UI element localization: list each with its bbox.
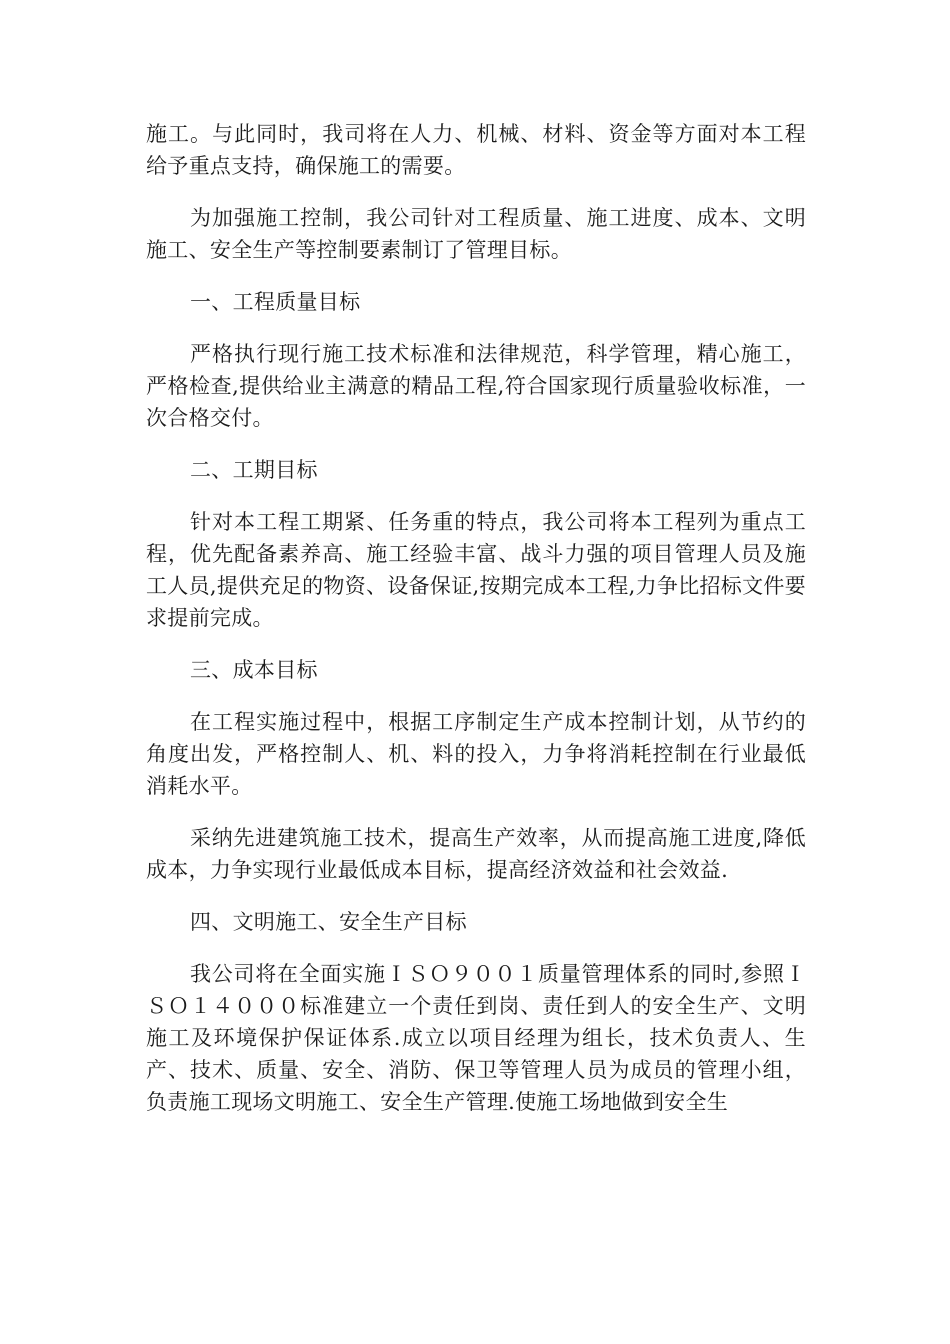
paragraph-cost-technology: 采纳先进建筑施工技术，提高生产效率，从而提高施工进度,降低成本，力争实现行业最低成本目标，提高经济效益和社会效益. [146, 826, 806, 882]
heading-quality-target: 一、工程质量目标 [190, 290, 361, 314]
paragraph-control-overview: 为加强施工控制，我公司针对工程质量、施工进度、成本、文明施工、安全生产等控制要素制订了管理目标。 [146, 206, 806, 262]
paragraph-safety-target: 我公司将在全面实施ＩＳＯ９００１质量管理体系的同时,参照ＩＳＯ１４０００标准建立一个责任到岗、责任到人的安全生产、文明施工及环境保护保证体系.成立以项目经理为组长，技术负责人、生产、技术、质量、安全、消防、保卫等管理人员为成员的管理小组，负责施工现场文明施工、安全生产管理.使施工场地做到安全生 [146, 962, 806, 1114]
paragraph-quality-target: 严格执行现行施工技术标准和法律规范，科学管理，精心施工，严格检查,提供给业主满意的精品工程,符合国家现行质量验收标准，一次合格交付。 [146, 342, 806, 430]
heading-cost-target: 三、成本目标 [190, 658, 318, 682]
paragraph-schedule-target: 针对本工程工期紧、任务重的特点，我公司将本工程列为重点工程，优先配备素养高、施工经验丰富、战斗力强的项目管理人员及施工人员,提供充足的物资、设备保证,按期完成本工程,力争比招标文件要求提前完成。 [146, 510, 806, 630]
heading-schedule-target: 二、工期目标 [190, 458, 318, 482]
heading-safety-target: 四、文明施工、安全生产目标 [190, 910, 467, 934]
paragraph-cost-target: 在工程实施过程中，根据工序制定生产成本控制计划，从节约的角度出发，严格控制人、机、料的投入，力争将消耗控制在行业最低消耗水平。 [146, 710, 806, 798]
paragraph-intro-continuation: 施工。与此同时，我司将在人力、机械、材料、资金等方面对本工程给予重点支持，确保施工的需要。 [146, 122, 806, 178]
document-body [146, 118, 806, 1138]
